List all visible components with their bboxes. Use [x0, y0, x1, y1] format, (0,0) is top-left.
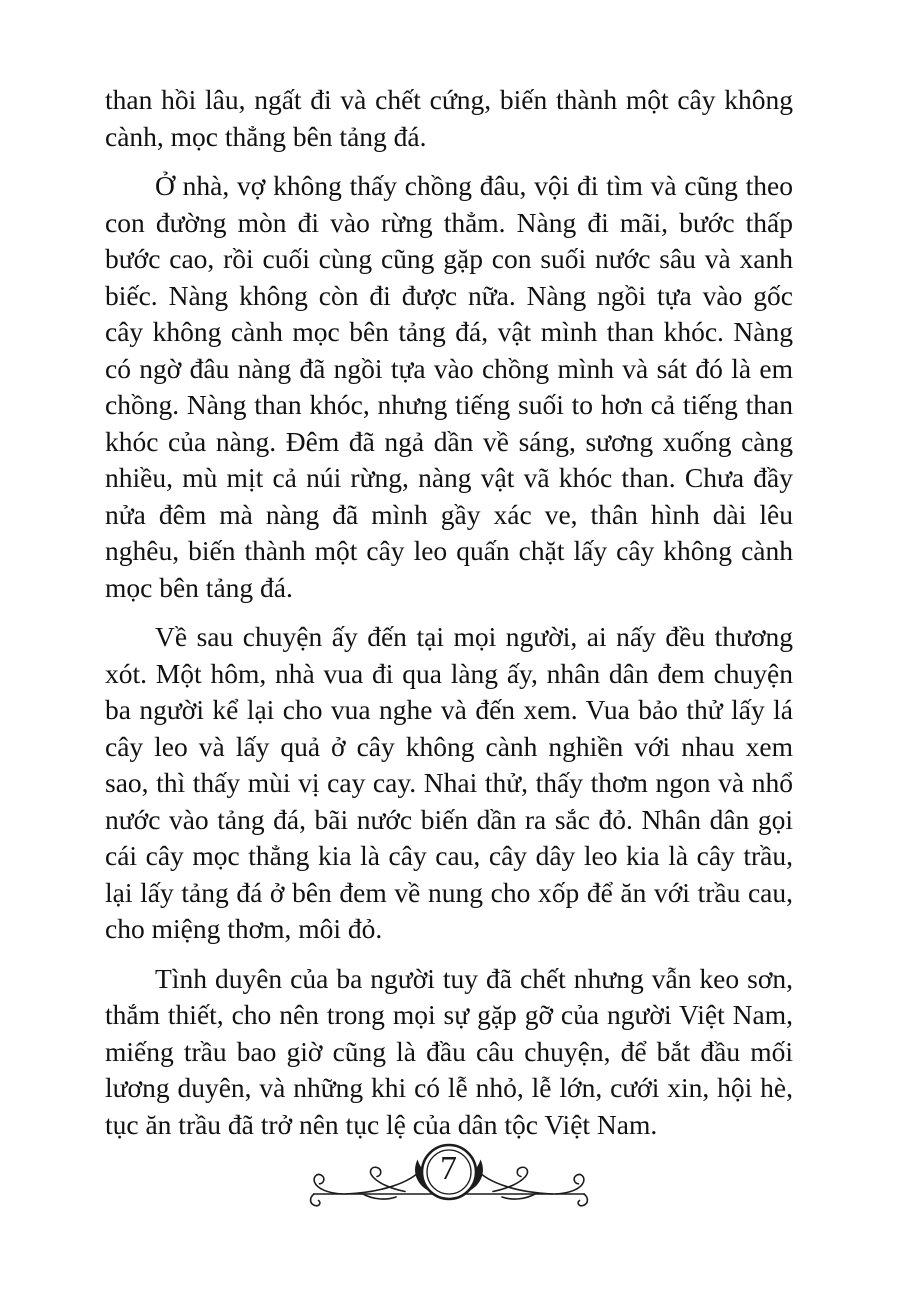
page-text [105, 82, 793, 1143]
paragraph: Về sau chuyện ấy đến tại mọi người, ai nấy đều thương xót. Một hôm, nhà vua đi qua làng ấy, nhân dân đem chuyện ba người kể lại cho vua nghe và đến xem. Vua bảo thử lấy lá cây leo và lấy quả ở cây không cành nghiền với nhau xem sao, thì thấy mùi vị cay cay. Nhai thử, thấy thơm ngon và nhổ nước vào tảng đá, bãi nước biến dần ra sắc đỏ. Nhân dân gọi cái cây mọc thẳng kia là cây cau, cây dây leo kia là cây trầu, lại lấy tảng đá ở bên đem về nung cho xốp để ăn với trầu cau, cho miệng thơm, môi đỏ. [105, 621, 793, 944]
page-number: 7 [440, 1150, 457, 1187]
page-number-ornament [299, 1126, 599, 1226]
paragraph: Tình duyên của ba người tuy đã chết nhưng vẫn keo sơn, thắm thiết, cho nên trong mọi sự gặp gỡ của người Việt Nam, miếng trầu bao giờ cũng là đầu câu chuyện, để bắt đầu mối lương duyên, và những khi có lễ nhỏ, lễ lớn, cưới xin, hội hè, tục ăn trầu đã trở nên tục lệ của dân tộc Việt Nam. [105, 962, 793, 1140]
paragraph: than hồi lâu, ngất đi và chết cứng, biến thành một cây không cành, mọc thẳng bên tảng đá. [105, 84, 793, 152]
paragraph: Ở nhà, vợ không thấy chồng đâu, vội đi tìm và cũng theo con đường mòn đi vào rừng thẳm. Nàng đi mãi, bước thấp bước cao, rồi cuối cùng cũng gặp con suối nước sâu và xanh biếc. Nàng không còn đi được nữa. Nàng ngồi tựa vào gốc cây không cành mọc bên tảng đá, vật mình than khóc. Nàng có ngờ đâu nàng đã ngồi tựa vào chồng mình và sát đó là em chồng. Nàng than khóc, nhưng tiếng suối to hơn cả tiếng than khóc của nàng. Đêm đã ngả dần về sáng, sương xuống càng nhiều, mù mịt cả núi rừng, nàng vật vã khóc than. Chưa đầy nửa đêm mà nàng đã mình gầy xác ve, thân hình dài lêu nghêu, biến thành một cây leo quấn chặt lấy cây không cành mọc bên tảng đá. [105, 170, 793, 603]
page-footer [0, 1126, 897, 1226]
